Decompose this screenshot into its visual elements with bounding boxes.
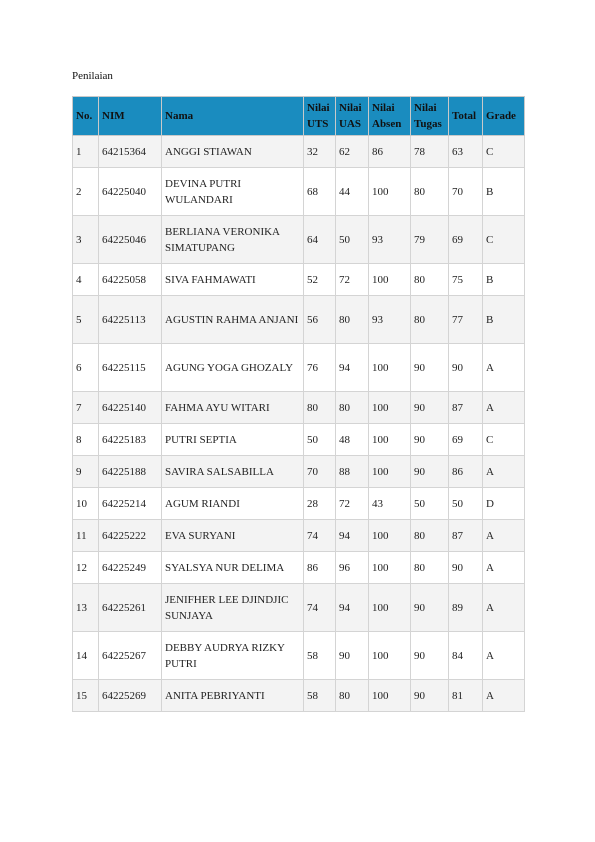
cell-nilai-uts: 70 <box>304 456 336 488</box>
cell-nilai-uts: 74 <box>304 520 336 552</box>
cell-nilai-tugas: 80 <box>411 168 449 216</box>
cell-nilai-tugas: 90 <box>411 344 449 392</box>
cell-no: 8 <box>73 424 99 456</box>
cell-no: 7 <box>73 392 99 424</box>
cell-nilai-uas: 44 <box>336 168 369 216</box>
table-row <box>73 488 525 520</box>
cell-nilai-uas: 94 <box>336 584 369 632</box>
cell-nilai-uts: 64 <box>304 216 336 264</box>
header-total: Total <box>449 97 483 136</box>
cell-nilai-uts: 28 <box>304 488 336 520</box>
table-row <box>73 632 525 680</box>
cell-nim: 64225261 <box>99 584 162 632</box>
table-row <box>73 392 525 424</box>
table-row <box>73 584 525 632</box>
cell-grade: D <box>483 488 525 520</box>
cell-total: 70 <box>449 168 483 216</box>
cell-nama: EVA SURYANI <box>162 520 304 552</box>
cell-nilai-uas: 94 <box>336 344 369 392</box>
cell-nama: FAHMA AYU WITARI <box>162 392 304 424</box>
cell-nilai-absen: 86 <box>369 136 411 168</box>
cell-nilai-tugas: 78 <box>411 136 449 168</box>
cell-nilai-absen: 43 <box>369 488 411 520</box>
cell-nilai-absen: 100 <box>369 264 411 296</box>
cell-nim: 64225040 <box>99 168 162 216</box>
cell-nilai-tugas: 90 <box>411 392 449 424</box>
grades-table <box>72 96 525 712</box>
table-row <box>73 552 525 584</box>
cell-nilai-absen: 100 <box>369 344 411 392</box>
table-row <box>73 680 525 712</box>
cell-nilai-uas: 94 <box>336 520 369 552</box>
header-nilai-uas: Nilai UAS <box>336 97 369 136</box>
header-no: No. <box>73 97 99 136</box>
cell-nilai-uas: 88 <box>336 456 369 488</box>
table-row <box>73 424 525 456</box>
page-title: Penilaian <box>72 70 113 82</box>
cell-no: 1 <box>73 136 99 168</box>
cell-grade: A <box>483 392 525 424</box>
cell-nilai-tugas: 80 <box>411 296 449 344</box>
header-row <box>73 97 525 136</box>
cell-nilai-tugas: 90 <box>411 632 449 680</box>
cell-nilai-tugas: 80 <box>411 552 449 584</box>
cell-nilai-uts: 52 <box>304 264 336 296</box>
cell-total: 84 <box>449 632 483 680</box>
cell-nilai-uts: 58 <box>304 632 336 680</box>
cell-nilai-tugas: 90 <box>411 424 449 456</box>
cell-nilai-uas: 80 <box>336 680 369 712</box>
cell-nama: ANITA PEBRIYANTI <box>162 680 304 712</box>
cell-nilai-uts: 68 <box>304 168 336 216</box>
cell-nim: 64225214 <box>99 488 162 520</box>
cell-total: 90 <box>449 344 483 392</box>
cell-nim: 64225267 <box>99 632 162 680</box>
cell-nilai-tugas: 90 <box>411 584 449 632</box>
cell-nim: 64215364 <box>99 136 162 168</box>
cell-total: 87 <box>449 520 483 552</box>
table-row <box>73 216 525 264</box>
header-nilai-uts: Nilai UTS <box>304 97 336 136</box>
table-row <box>73 344 525 392</box>
cell-nama: SYALSYA NUR DELIMA <box>162 552 304 584</box>
cell-total: 63 <box>449 136 483 168</box>
cell-total: 81 <box>449 680 483 712</box>
cell-nama: SIVA FAHMAWATI <box>162 264 304 296</box>
cell-no: 12 <box>73 552 99 584</box>
cell-nama: SAVIRA SALSABILLA <box>162 456 304 488</box>
cell-grade: A <box>483 520 525 552</box>
cell-nama: BERLIANA VERONIKA SIMATUPANG <box>162 216 304 264</box>
cell-nilai-absen: 100 <box>369 552 411 584</box>
cell-nilai-tugas: 50 <box>411 488 449 520</box>
cell-total: 87 <box>449 392 483 424</box>
cell-nilai-uas: 48 <box>336 424 369 456</box>
cell-no: 13 <box>73 584 99 632</box>
cell-grade: A <box>483 584 525 632</box>
cell-grade: A <box>483 344 525 392</box>
table-row <box>73 136 525 168</box>
cell-total: 86 <box>449 456 483 488</box>
cell-nilai-tugas: 80 <box>411 520 449 552</box>
cell-nilai-uas: 80 <box>336 296 369 344</box>
cell-nilai-uts: 76 <box>304 344 336 392</box>
cell-no: 6 <box>73 344 99 392</box>
cell-nama: AGUM RIANDI <box>162 488 304 520</box>
cell-grade: A <box>483 456 525 488</box>
cell-grade: C <box>483 216 525 264</box>
cell-total: 77 <box>449 296 483 344</box>
cell-nilai-absen: 100 <box>369 520 411 552</box>
cell-nim: 64225249 <box>99 552 162 584</box>
cell-nilai-uts: 56 <box>304 296 336 344</box>
cell-nim: 64225188 <box>99 456 162 488</box>
table-row <box>73 296 525 344</box>
cell-nilai-uas: 72 <box>336 488 369 520</box>
cell-nilai-uas: 96 <box>336 552 369 584</box>
cell-nim: 64225046 <box>99 216 162 264</box>
cell-no: 9 <box>73 456 99 488</box>
cell-nilai-absen: 100 <box>369 632 411 680</box>
cell-no: 15 <box>73 680 99 712</box>
cell-nim: 64225115 <box>99 344 162 392</box>
cell-nim: 64225140 <box>99 392 162 424</box>
cell-no: 3 <box>73 216 99 264</box>
cell-nilai-absen: 100 <box>369 168 411 216</box>
cell-total: 90 <box>449 552 483 584</box>
cell-nim: 64225183 <box>99 424 162 456</box>
cell-total: 50 <box>449 488 483 520</box>
table-row <box>73 168 525 216</box>
cell-nilai-uts: 74 <box>304 584 336 632</box>
cell-total: 69 <box>449 216 483 264</box>
cell-no: 11 <box>73 520 99 552</box>
header-nilai-absen: Nilai Absen <box>369 97 411 136</box>
table-row <box>73 264 525 296</box>
cell-nilai-uts: 86 <box>304 552 336 584</box>
cell-no: 10 <box>73 488 99 520</box>
cell-grade: B <box>483 296 525 344</box>
cell-nim: 64225058 <box>99 264 162 296</box>
cell-total: 69 <box>449 424 483 456</box>
cell-grade: C <box>483 136 525 168</box>
cell-grade: C <box>483 424 525 456</box>
cell-grade: A <box>483 552 525 584</box>
cell-nilai-uas: 80 <box>336 392 369 424</box>
cell-grade: A <box>483 632 525 680</box>
cell-nilai-uas: 62 <box>336 136 369 168</box>
cell-no: 5 <box>73 296 99 344</box>
cell-nama: AGUNG YOGA GHOZALY <box>162 344 304 392</box>
cell-nilai-uas: 90 <box>336 632 369 680</box>
header-nama: Nama <box>162 97 304 136</box>
cell-nilai-uts: 50 <box>304 424 336 456</box>
cell-nama: DEVINA PUTRI WULANDARI <box>162 168 304 216</box>
cell-nilai-absen: 100 <box>369 680 411 712</box>
table-row <box>73 456 525 488</box>
cell-no: 2 <box>73 168 99 216</box>
cell-nilai-tugas: 90 <box>411 680 449 712</box>
cell-nim: 64225269 <box>99 680 162 712</box>
cell-nim: 64225113 <box>99 296 162 344</box>
cell-no: 14 <box>73 632 99 680</box>
cell-nama: AGUSTIN RAHMA ANJANI <box>162 296 304 344</box>
header-nim: NIM <box>99 97 162 136</box>
cell-nilai-absen: 100 <box>369 584 411 632</box>
cell-nama: PUTRI SEPTIA <box>162 424 304 456</box>
cell-nilai-absen: 100 <box>369 424 411 456</box>
cell-grade: B <box>483 264 525 296</box>
cell-nim: 64225222 <box>99 520 162 552</box>
cell-nama: DEBBY AUDRYA RIZKY PUTRI <box>162 632 304 680</box>
cell-nilai-uts: 32 <box>304 136 336 168</box>
cell-total: 89 <box>449 584 483 632</box>
table-row <box>73 520 525 552</box>
cell-nilai-absen: 100 <box>369 456 411 488</box>
cell-nilai-uas: 72 <box>336 264 369 296</box>
cell-no: 4 <box>73 264 99 296</box>
cell-nilai-uts: 80 <box>304 392 336 424</box>
cell-grade: B <box>483 168 525 216</box>
cell-nilai-tugas: 90 <box>411 456 449 488</box>
cell-nilai-absen: 93 <box>369 296 411 344</box>
cell-grade: A <box>483 680 525 712</box>
cell-nama: JENIFHER LEE DJINDJIC SUNJAYA <box>162 584 304 632</box>
header-grade: Grade <box>483 97 525 136</box>
cell-nilai-uts: 58 <box>304 680 336 712</box>
cell-total: 75 <box>449 264 483 296</box>
cell-nilai-absen: 100 <box>369 392 411 424</box>
cell-nama: ANGGI STIAWAN <box>162 136 304 168</box>
cell-nilai-uas: 50 <box>336 216 369 264</box>
header-nilai-tugas: Nilai Tugas <box>411 97 449 136</box>
cell-nilai-tugas: 79 <box>411 216 449 264</box>
cell-nilai-absen: 93 <box>369 216 411 264</box>
cell-nilai-tugas: 80 <box>411 264 449 296</box>
